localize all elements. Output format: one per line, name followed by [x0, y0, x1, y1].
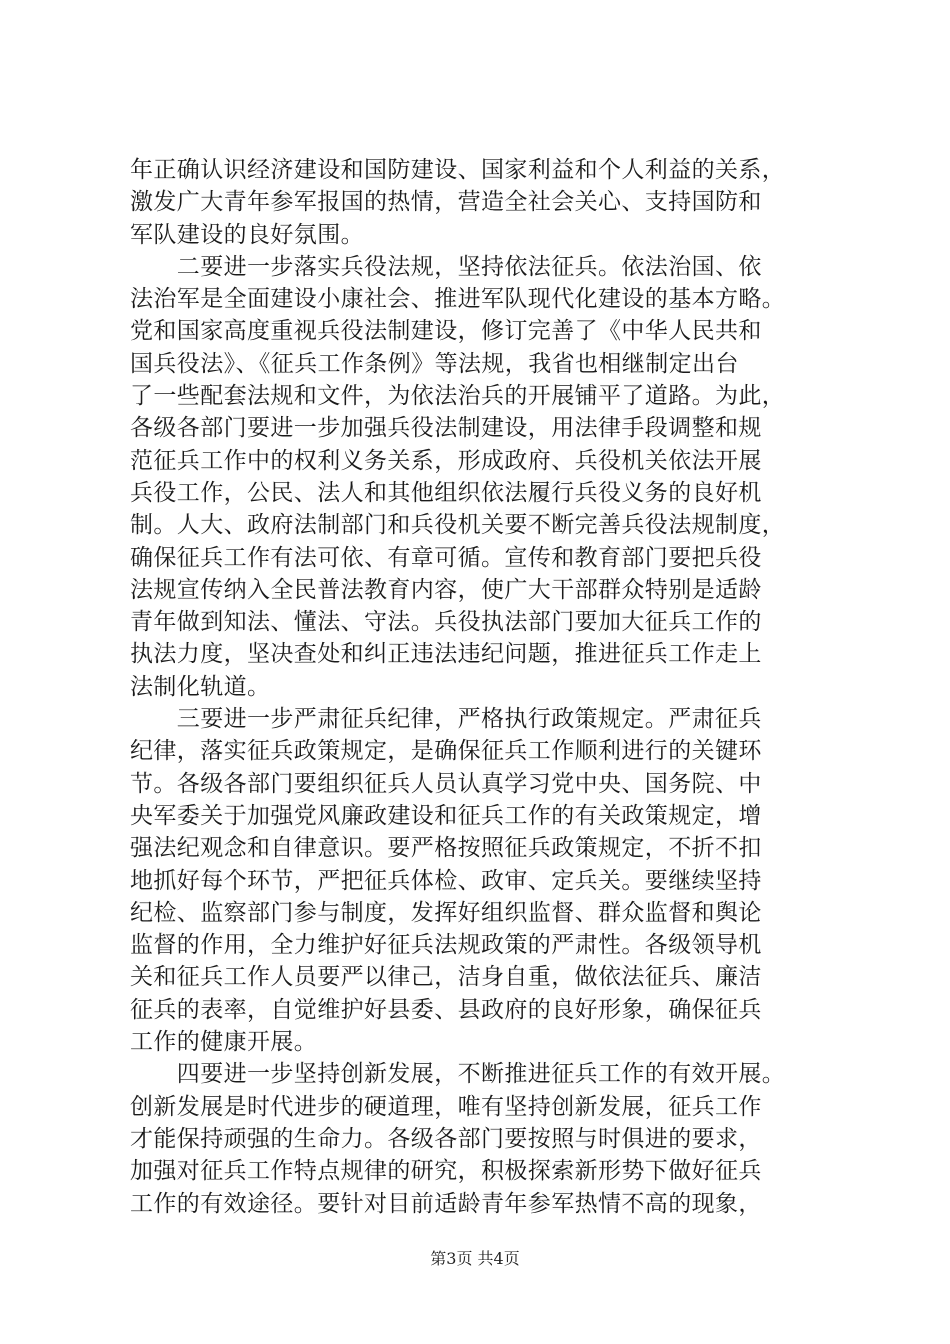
text-line: 纪律，落实征兵政策规定，是确保征兵工作顺利进行的关键环 [130, 738, 762, 765]
text-line: 节。各级各部门要组织征兵人员认真学习党中央、国务院、中 [130, 770, 762, 797]
text-line: 法规宣传纳入全民普法教育内容，使广大干部群众特别是适龄 [130, 576, 762, 603]
page-footer: 第3页 共4页 [430, 1249, 520, 1268]
text-line: 征兵的表率，自觉维护好县委、县政府的良好形象，确保征兵 [130, 996, 762, 1023]
text-line: 军队建设的良好氛围。 [130, 221, 364, 248]
text-line: 二要进一步落实兵役法规，坚持依法征兵。依法治国、依 [130, 253, 762, 280]
text-line: 四要进一步坚持创新发展，不断推进征兵工作的有效开展。 [130, 1061, 786, 1088]
text-line: 青年做到知法、懂法、守法。兵役执法部门要加大征兵工作的 [130, 609, 762, 636]
text-line: 制。人大、政府法制部门和兵役机关要不断完善兵役法规制度， [130, 512, 786, 539]
text-line: 监督的作用，全力维护好征兵法规政策的严肃性。各级领导机 [130, 932, 762, 959]
text-line: 范征兵工作中的权利义务关系，形成政府、兵役机关依法开展 [130, 447, 762, 474]
text-line: 工作的有效途径。要针对目前适龄青年参军热情不高的现象， [130, 1190, 762, 1217]
text-line: 兵役工作，公民、法人和其他组织依法履行兵役义务的良好机 [130, 479, 762, 506]
text-line: 各级各部门要进一步加强兵役法制建设，用法律手段调整和规 [130, 415, 762, 442]
text-line: 激发广大青年参军报国的热情，营造全社会关心、支持国防和 [130, 189, 762, 216]
text-line: 强法纪观念和自律意识。要严格按照征兵政策规定，不折不扣 [130, 835, 762, 862]
text-line: 国兵役法》、《征兵工作条例》等法规，我省也相继制定出台 [130, 350, 739, 377]
text-line: 央军委关于加强党风廉政建设和征兵工作的有关政策规定，增 [130, 802, 762, 829]
text-line: 法治军是全面建设小康社会、推进军队现代化建设的基本方略。 [130, 286, 786, 313]
text-line: 工作的健康开展。 [130, 1029, 318, 1056]
text-line: 三要进一步严肃征兵纪律，严格执行政策规定。严肃征兵 [130, 706, 762, 733]
text-line: 确保征兵工作有法可依、有章可循。宣传和教育部门要把兵役 [130, 544, 762, 571]
text-line: 党和国家高度重视兵役法制建设，修订完善了《中华人民共和 [130, 318, 762, 345]
text-line: 法制化轨道。 [130, 673, 271, 700]
text-line: 了一些配套法规和文件，为依法治兵的开展铺平了道路。为此， [130, 383, 786, 410]
text-line: 年正确认识经济建设和国防建设、国家利益和个人利益的关系， [130, 157, 786, 183]
body-text [130, 154, 850, 1220]
text-line: 才能保持顽强的生命力。各级各部门要按照与时俱进的要求， [130, 1125, 762, 1152]
text-line: 执法力度，坚决查处和纠正违法违纪问题，推进征兵工作走上 [130, 641, 762, 668]
text-line: 纪检、监察部门参与制度，发挥好组织监督、群众监督和舆论 [130, 899, 762, 926]
text-line: 加强对征兵工作特点规律的研究，积极探索新形势下做好征兵 [130, 1158, 762, 1185]
text-line: 关和征兵工作人员要严以律己，洁身自重，做依法征兵、廉洁 [130, 964, 762, 991]
text-line: 地抓好每个环节，严把征兵体检、政审、定兵关。要继续坚持 [130, 867, 762, 894]
text-line: 创新发展是时代进步的硬道理，唯有坚持创新发展，征兵工作 [130, 1093, 762, 1120]
